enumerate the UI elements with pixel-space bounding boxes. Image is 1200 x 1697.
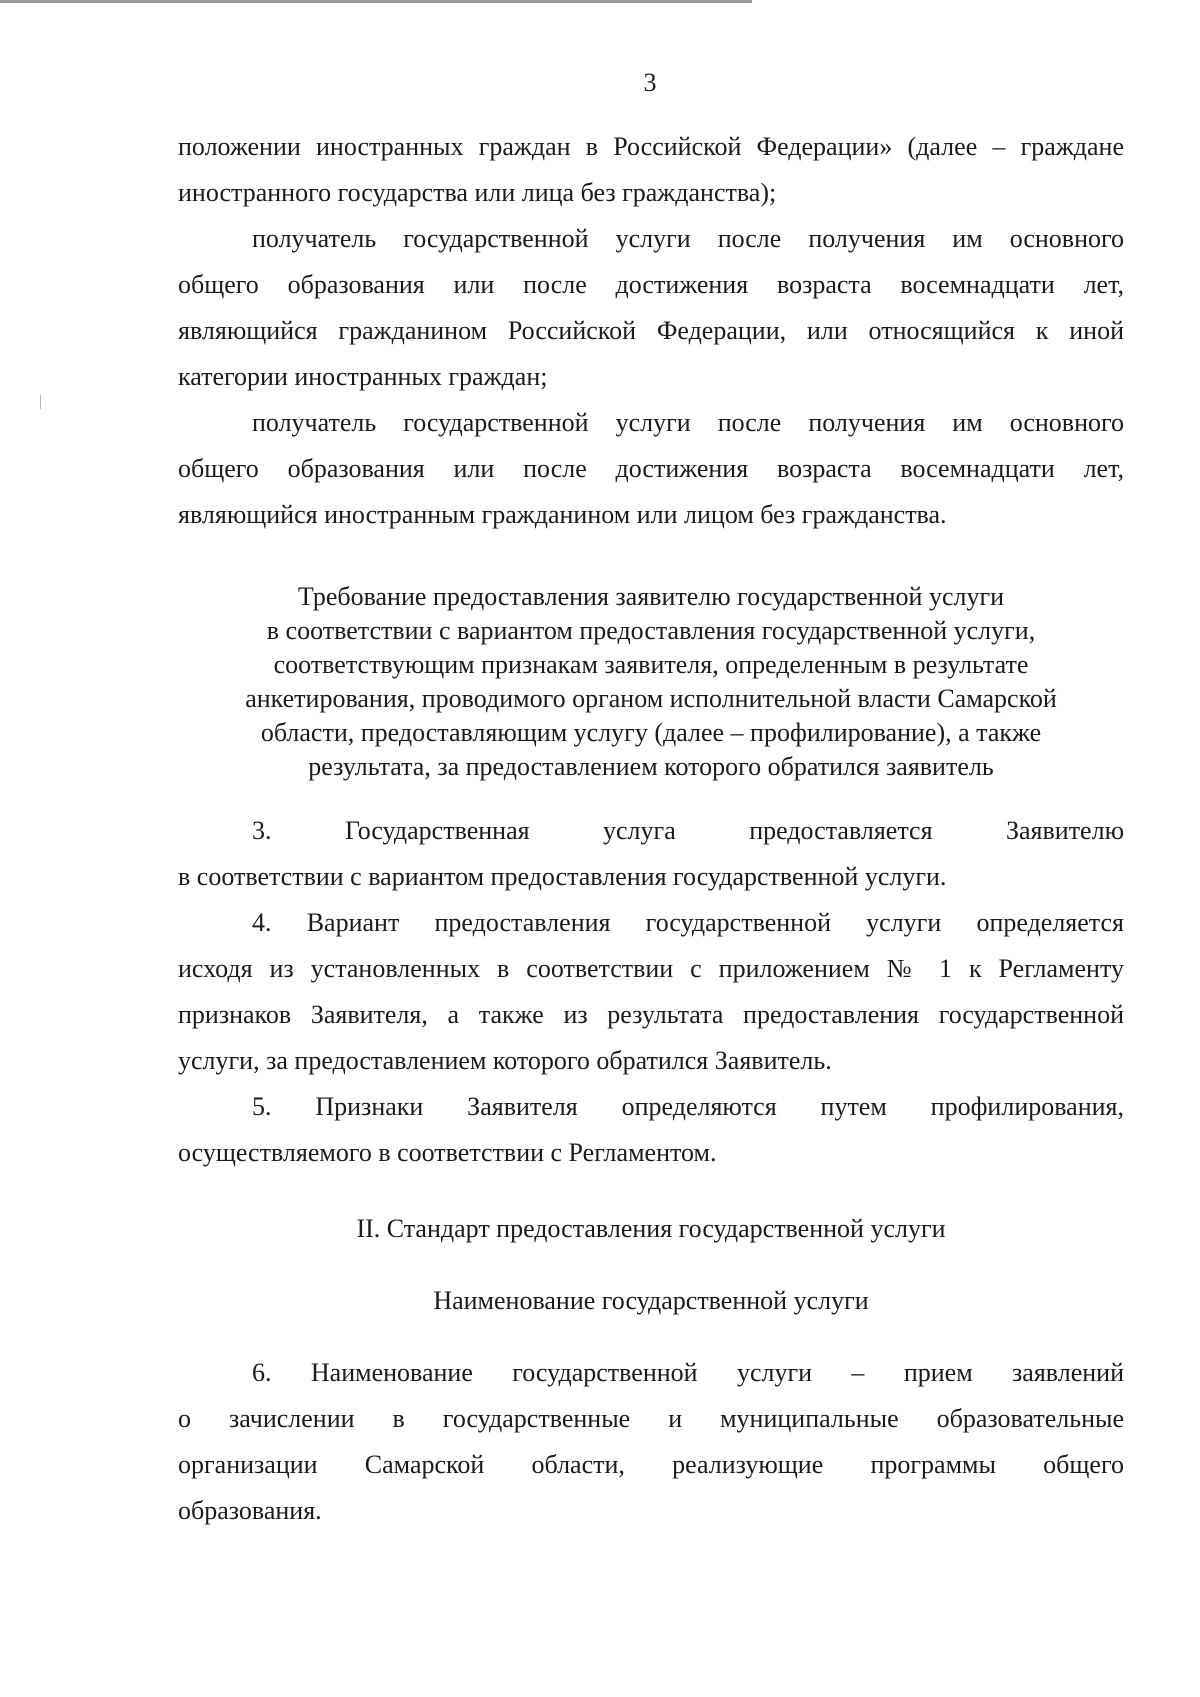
text-line: 5. Признаки Заявителя определяются путем профилирования,	[252, 1092, 1124, 1121]
heading-line: области, предоставляющим услугу (далее – профилирование), а также	[260, 718, 1042, 747]
text-line: являющийся гражданином Российской Федерации, или относящийся к иной	[178, 316, 1124, 345]
heading-line: соответствующим признакам заявителя, определенным в результате	[273, 650, 1029, 679]
heading-line: результата, за предоставлением которого обратился заявитель	[308, 752, 994, 781]
item-5	[178, 1084, 1124, 1176]
subsection-title: Наименование государственной услуги	[433, 1286, 869, 1315]
text-line: 6. Наименование государственной услуги – прием заявлений	[252, 1358, 1124, 1387]
spacer	[178, 1252, 1124, 1278]
text-line: образования.	[178, 1496, 322, 1525]
spacer	[178, 784, 1124, 808]
text-line: являющийся иностранным гражданином или лицом без гражданства.	[178, 500, 947, 529]
heading-line: в соответствии с вариантом предоставления государственной услуги,	[266, 616, 1036, 645]
text-line: иностранного государства или лица без гражданства);	[178, 178, 777, 207]
text-line: 4. Вариант предоставления государственной услуги определяется	[252, 908, 1124, 937]
scan-edge-line	[0, 0, 752, 3]
text-line: в соответствии с вариантом предоставления государственной услуги.	[178, 862, 947, 891]
heading-line: анкетирования, проводимого органом исполнительной власти Самарской	[245, 684, 1057, 713]
scan-margin-mark	[40, 395, 41, 409]
text-line: признаков Заявителя, а также из результата предоставления государственной	[178, 1000, 1124, 1029]
text-line: организации Самарской области, реализующие программы общего	[178, 1450, 1124, 1479]
requirement-heading	[178, 580, 1124, 784]
spacer	[178, 1324, 1124, 1350]
spacer	[178, 1176, 1124, 1206]
text-line: общего образования или после достижения возраста восемнадцати лет,	[178, 270, 1124, 299]
item-3	[178, 808, 1124, 900]
section-2-title: II. Стандарт предоставления государственной услуги	[356, 1214, 946, 1243]
text-line: получатель государственной услуги после получения им основного	[252, 224, 1124, 253]
text-line: о зачислении в государственные и муниципальные образовательные	[178, 1404, 1124, 1433]
paragraph-recipient-citizen	[178, 216, 1124, 400]
text-line: 3. Государственная услуга предоставляется Заявителю	[252, 816, 1124, 845]
paragraph-continuation	[178, 124, 1124, 216]
text-line: исходя из установленных в соответствии с приложением № 1 к Регламенту	[178, 954, 1124, 983]
text-line: получатель государственной услуги после получения им основного	[252, 408, 1124, 437]
text-line: категории иностранных граждан;	[178, 362, 548, 391]
page-number: 3	[643, 68, 657, 97]
heading-line: Требование предоставления заявителю государственной услуги	[297, 582, 1005, 611]
text-line: общего образования или после достижения возраста восемнадцати лет,	[178, 454, 1124, 483]
text-line: услуги, за предоставлением которого обратился Заявитель.	[178, 1046, 832, 1075]
text-line: положении иностранных граждан в Российской Федерации» (далее – граждане	[178, 132, 1124, 161]
paragraph-recipient-foreigner	[178, 400, 1124, 538]
text-line: осуществляемого в соответствии с Регламентом.	[178, 1138, 717, 1167]
item-6	[178, 1350, 1124, 1534]
document-body	[178, 124, 1124, 1534]
item-4	[178, 900, 1124, 1084]
